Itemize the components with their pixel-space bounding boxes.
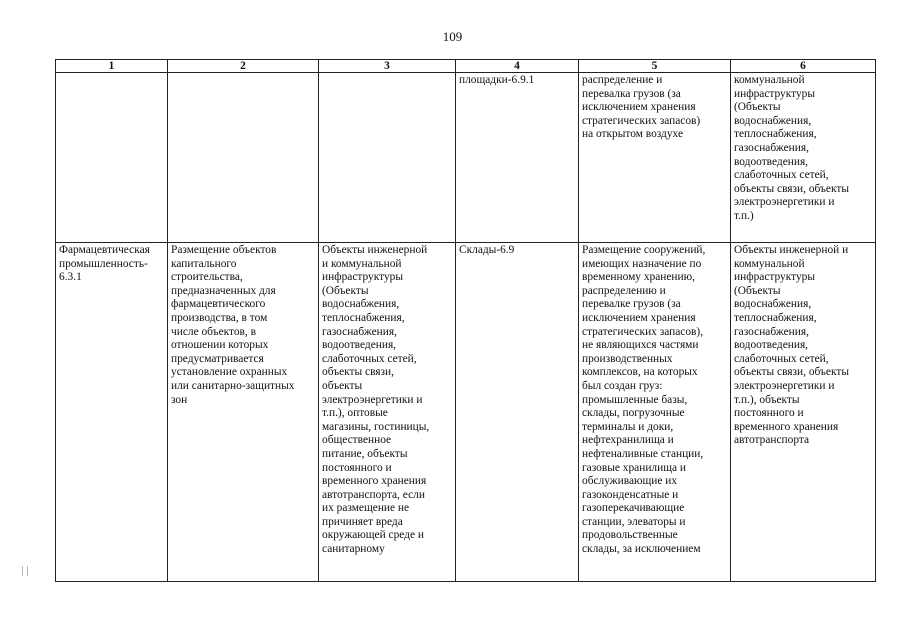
table-row [56, 73, 876, 243]
cell-text-line: водоотведения, [322, 339, 397, 352]
column-header-1: 1 [56, 60, 168, 73]
table-cell [579, 243, 731, 582]
cell-text-line: водоотведения, [734, 339, 809, 352]
table-cell [456, 73, 579, 243]
cell-text-line: газоперекачивающие [582, 502, 685, 515]
cell-text-line: исключением хранения [582, 101, 696, 114]
cell-text-line: отношении которых [171, 339, 269, 352]
cell-text-line: водоотведения, [734, 155, 809, 168]
cell-text-line: производственных [582, 352, 673, 365]
cell-text-line: газоконденсатные и [582, 488, 679, 501]
column-header-6: 6 [731, 60, 876, 73]
cell-text-line: Объекты инженерной и [734, 244, 849, 256]
cell-text-line: имеющих назначение по [582, 257, 702, 270]
table-cell [319, 243, 456, 582]
cell-text-line: объекты [322, 379, 363, 392]
cell-text-line: Склады-6.9 [459, 244, 515, 256]
cell-text-line: площадки-6.9.1 [459, 74, 535, 86]
cell-text-line: санитарному [322, 543, 385, 556]
cell-text-line: т.п.), оптовые [322, 407, 388, 420]
cell-text-line: водоснабжения, [322, 298, 400, 311]
cell-text-line: инфраструктуры [322, 271, 403, 284]
cell-text-line: электроэнергетики и [734, 196, 835, 209]
cell-text-line: перевалке грузов (за [582, 298, 681, 311]
cell-text-line: инфраструктуры [734, 87, 815, 100]
cell-text-line: электроэнергетики и [322, 393, 423, 406]
cell-text-line: Размещение сооружений, [582, 244, 706, 256]
cell-text-line: электроэнергетики и [734, 379, 835, 392]
cell-text-line: исключением хранения [582, 311, 696, 324]
cell-text-line: автотранспорта [734, 434, 810, 447]
cell-text-line: (Объекты [734, 284, 781, 297]
cell-text-line: зон [171, 393, 188, 406]
table-cell [168, 243, 319, 582]
table-cell [731, 243, 876, 582]
margin-scan-mark [22, 566, 28, 576]
cell-text-line: числе объектов, в [171, 325, 256, 338]
cell-text-line: нефтехранилища и [582, 434, 674, 447]
cell-text-line: инфраструктуры [734, 271, 815, 284]
cell-text-line: автотранспорта, если [322, 488, 425, 501]
cell-text-line: Размещение объектов [171, 244, 277, 256]
cell-text-line: газоснабжения, [734, 141, 809, 154]
cell-text-line: т.п.), объекты [734, 393, 800, 406]
cell-text-line: временному хранению, [582, 271, 695, 284]
cell-text-line: их размещение не [322, 502, 410, 515]
column-header-3: 3 [319, 60, 456, 73]
cell-text-line: постоянного и [322, 461, 392, 474]
cell-text-line: газовые хранилища и [582, 461, 686, 474]
cell-text-line: временного хранения [322, 475, 427, 488]
cell-text-line: окружающей среде и [322, 529, 424, 542]
cell-text-line: временного хранения [734, 420, 839, 433]
cell-text-line: стратегических запасов) [582, 114, 701, 127]
cell-text-line: склады, за исключением [582, 543, 701, 556]
cell-text-line: капитального [171, 257, 237, 270]
cell-text-line: газоснабжения, [322, 325, 397, 338]
cell-text-line: продовольственные [582, 529, 678, 542]
table-cell [456, 243, 579, 582]
cell-text-line: перевалка грузов (за [582, 87, 681, 100]
cell-text-line: распределение и [582, 74, 663, 86]
column-header-4: 4 [456, 60, 579, 73]
cell-text-line: водоснабжения, [734, 114, 812, 127]
cell-text-line: магазины, гостиницы, [322, 420, 430, 433]
cell-text-line: теплоснабжения, [734, 311, 817, 324]
column-header-5: 5 [579, 60, 731, 73]
cell-text-line: 6.3.1 [59, 271, 82, 284]
land-use-table [55, 59, 876, 582]
cell-text-line: нефтеналивные станции, [582, 447, 704, 460]
cell-text-line: коммунальной [734, 74, 805, 86]
cell-text-line: Фармацевтическая [59, 244, 150, 256]
cell-text-line: слаботочных сетей, [734, 352, 829, 365]
cell-text-line: установление охранных [171, 366, 288, 379]
cell-text-line: (Объекты [734, 101, 781, 114]
cell-text-line: был создан груз: [582, 379, 663, 392]
cell-text-line: промышленные базы, [582, 393, 688, 406]
cell-text-line: теплоснабжения, [734, 128, 817, 141]
cell-text-line: водоснабжения, [734, 298, 812, 311]
table-cell [579, 73, 731, 243]
column-header-2: 2 [168, 60, 319, 73]
cell-text-line: теплоснабжения, [322, 311, 405, 324]
cell-text-line: общественное [322, 434, 392, 447]
cell-text-line: терминалы и доки, [582, 420, 674, 433]
cell-text-line: комплексов, на которых [582, 366, 698, 379]
table-body [56, 73, 876, 582]
cell-text-line: объекты связи, объекты [734, 366, 849, 379]
cell-text-line: коммунальной [734, 257, 805, 270]
cell-text-line: объекты связи, объекты [734, 182, 849, 195]
cell-text-line: станции, элеваторы и [582, 515, 686, 528]
cell-text-line: стратегических запасов), [582, 325, 704, 338]
cell-text-line: газоснабжения, [734, 325, 809, 338]
table-cell [56, 73, 168, 243]
cell-text-line: распределению и [582, 284, 666, 297]
cell-text-line: производства, в том [171, 311, 268, 324]
cell-text-line: постоянного и [734, 407, 804, 420]
cell-text-line: на открытом воздухе [582, 128, 684, 141]
table-cell [56, 243, 168, 582]
cell-text-line: склады, погрузочные [582, 407, 685, 420]
cell-text-line: обслуживающие их [582, 475, 678, 488]
table-cell [319, 73, 456, 243]
cell-text-line: питание, объекты [322, 447, 408, 460]
table-header-row [56, 60, 876, 73]
page-number: 109 [442, 29, 463, 44]
cell-text-line: слаботочных сетей, [322, 352, 417, 365]
cell-text-line: объекты связи, [322, 366, 394, 379]
cell-text-line: промышленность- [59, 257, 148, 270]
table-cell [731, 73, 876, 243]
cell-text-line: Объекты инженерной [322, 244, 428, 256]
cell-text-line: причиняет вреда [322, 515, 403, 528]
cell-text-line: слаботочных сетей, [734, 169, 829, 182]
cell-text-line: или санитарно-защитных [171, 379, 295, 392]
cell-text-line: т.п.) [734, 209, 754, 222]
cell-text-line: (Объекты [322, 284, 369, 297]
table-cell [168, 73, 319, 243]
cell-text-line: и коммунальной [322, 257, 402, 270]
cell-text-line: предусматривается [171, 352, 264, 365]
cell-text-line: не являющихся частями [582, 339, 699, 352]
cell-text-line: предназначенных для [171, 284, 276, 297]
cell-text-line: фармацевтического [171, 298, 266, 311]
cell-text-line: строительства, [171, 271, 243, 284]
table-row [56, 243, 876, 582]
